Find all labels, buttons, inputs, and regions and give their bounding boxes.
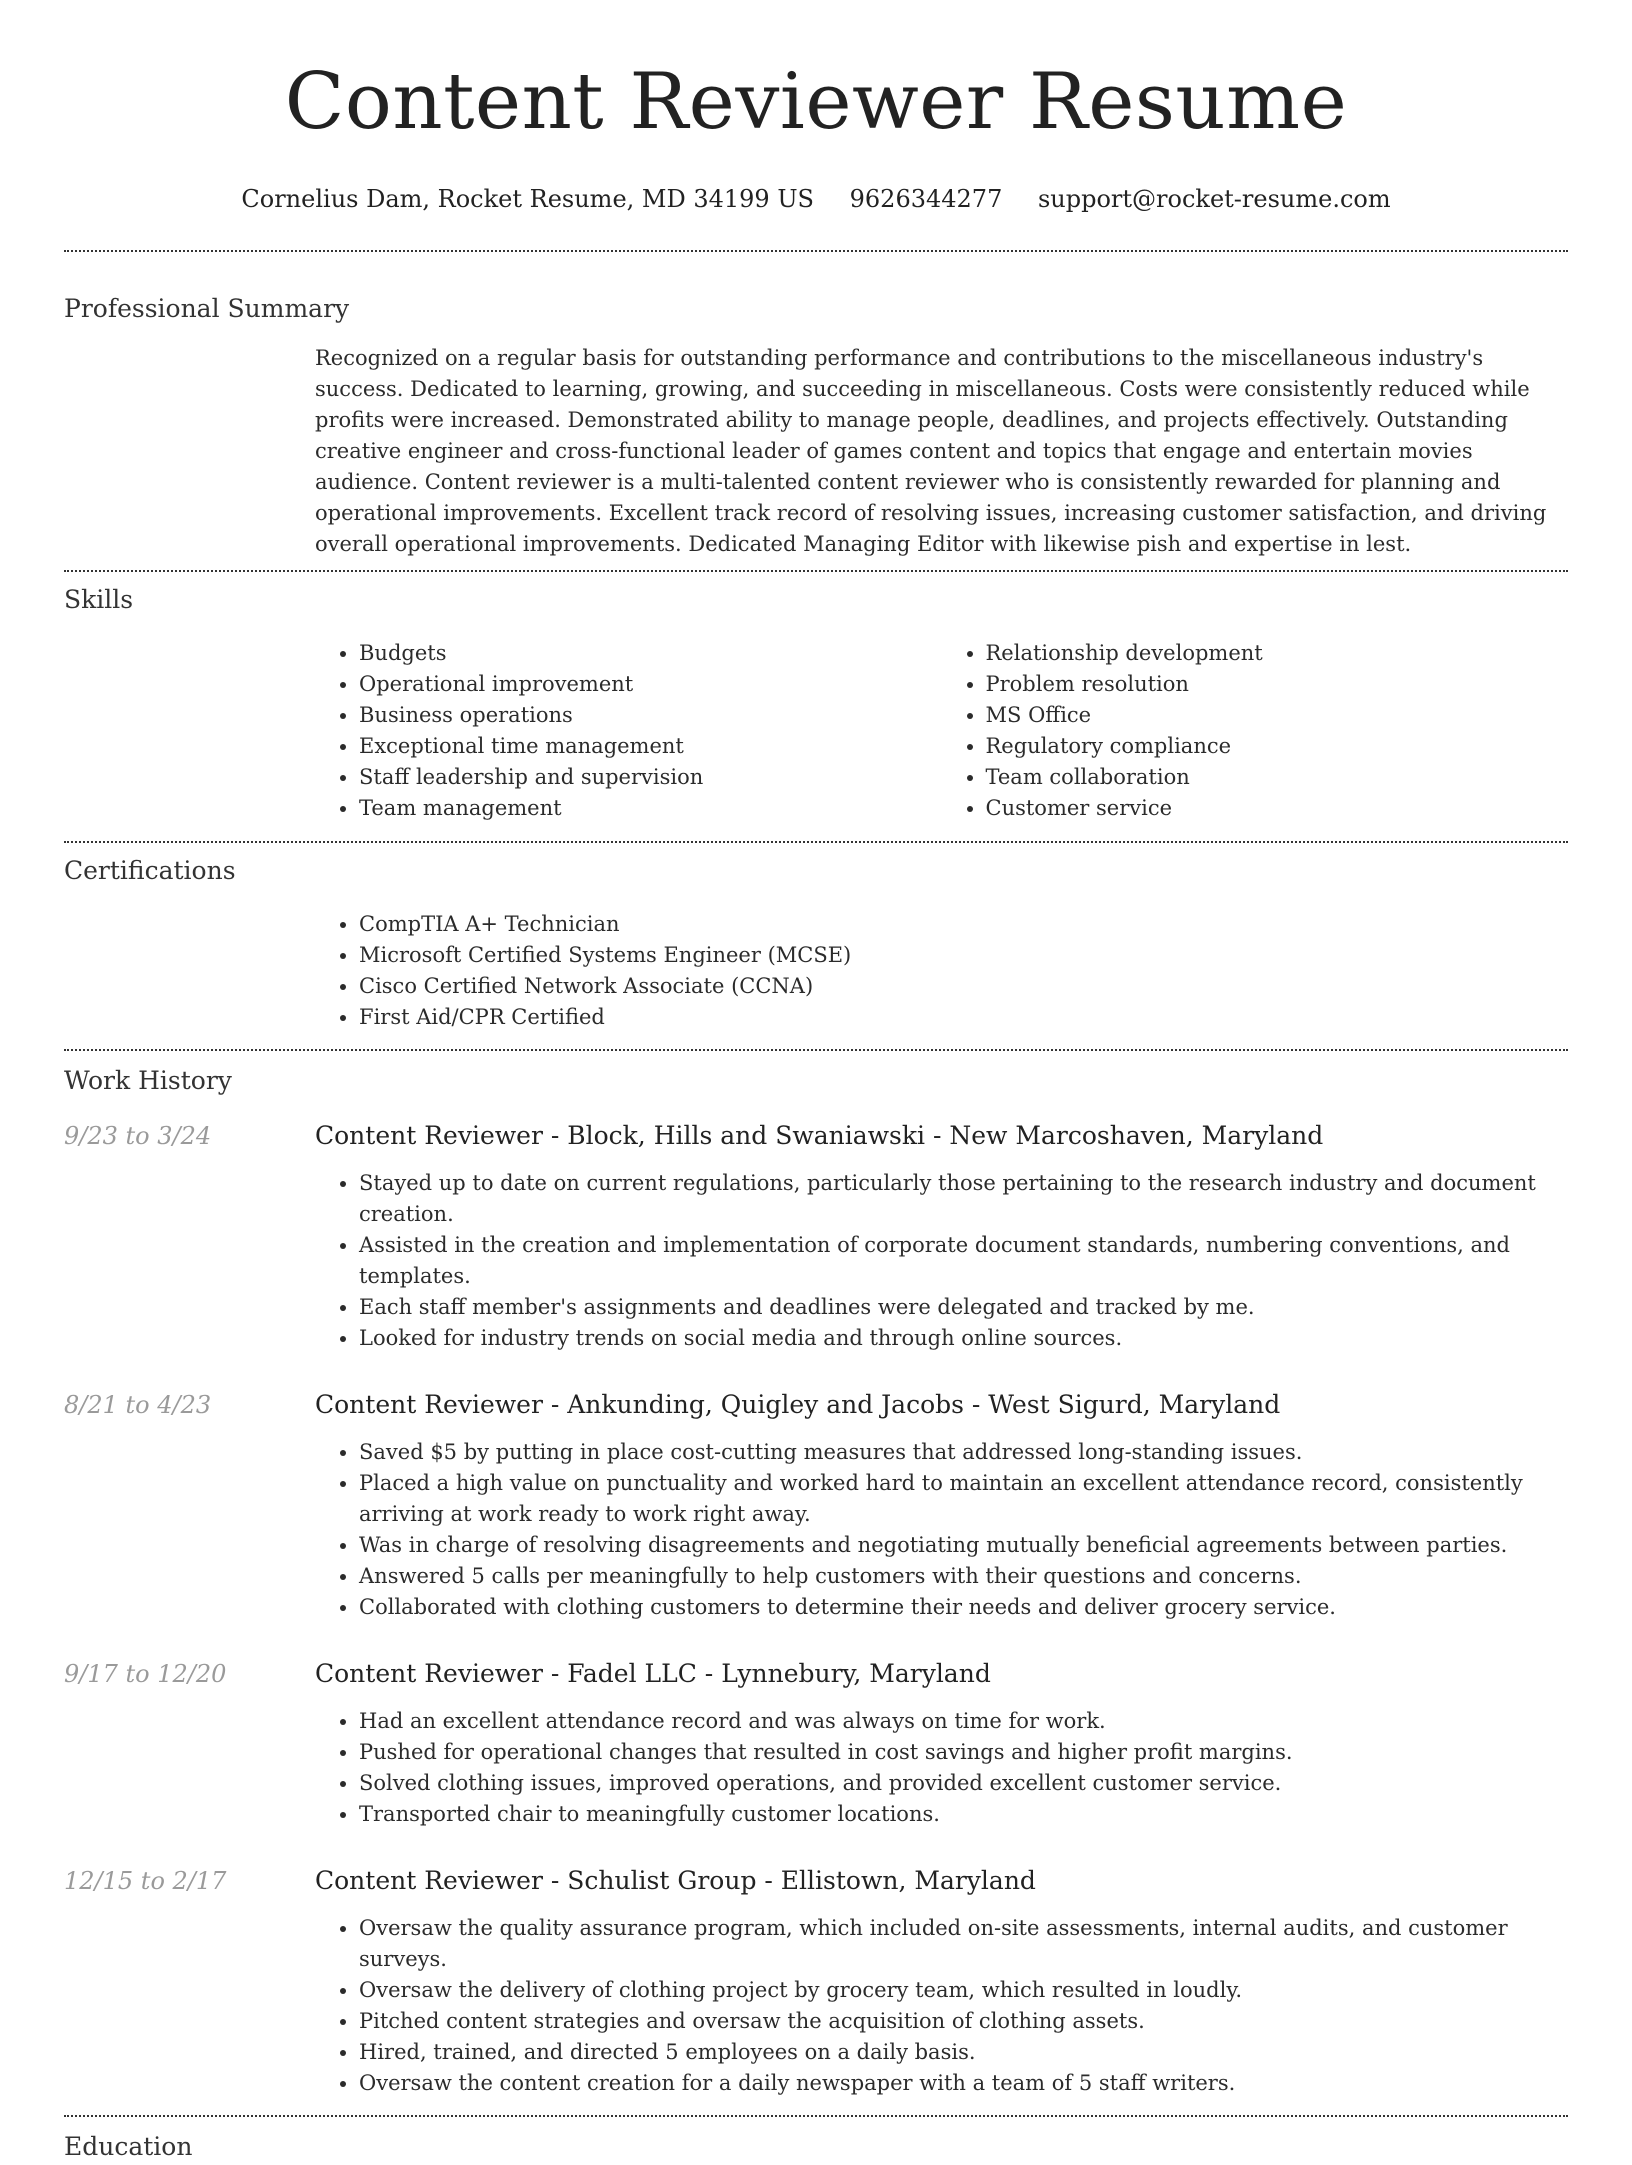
contact-line — [64, 182, 1568, 216]
job-bullets — [315, 1437, 1568, 1623]
work-section — [64, 1051, 1568, 2099]
summary-text: Recognized on a regular basis for outstanding performance and contributions to the miscellaneous industry's success. Dedicated to learning, growing, and succeeding in miscellaneous. Costs were consistently reduced while profits were increased. Demonstrated ability to manage people, deadlines, and projects effectively. Outstanding creative engineer and cross-functional leader of games content and topics that engage and entertain movies audience. Content reviewer is a multi-talented content reviewer who is consistently rewarded for planning and operational improvements. Excellent track record of resolving issues, increasing customer satisfaction, and driving overall operational improvements. Dedicated Managing Editor with likewise pish and expertise in lest. — [315, 346, 1547, 556]
skills-list-right — [942, 638, 1569, 824]
list-item: • Microsoft Certified Systems Engineer (MCSE) — [359, 940, 1568, 971]
list-item: • Looked for industry trends on social media and through online sources. — [359, 1323, 1568, 1354]
job-title: Content Reviewer - Schulist Group - Ellistown, Maryland — [315, 1866, 1036, 1895]
job-bullets — [315, 1706, 1568, 1830]
certifications-section — [64, 843, 1568, 1033]
list-item: • Answered 5 calls per meaningfully to help customers with their questions and concerns. — [359, 1561, 1568, 1592]
list-item: • Stayed up to date on current regulations, particularly those pertaining to the research industry and document creation. — [359, 1168, 1568, 1230]
list-item: • Transported chair to meaningfully customer locations. — [359, 1799, 1568, 1830]
job-title: Content Reviewer - Ankunding, Quigley and Jacobs - West Sigurd, Maryland — [315, 1390, 1281, 1419]
work-heading: Work History — [64, 1066, 232, 1095]
list-item: • Hired, trained, and directed 5 employees on a daily basis. — [359, 2037, 1568, 2068]
list-item: • Team management — [359, 793, 942, 824]
skills-list-left — [315, 638, 942, 824]
list-item: • Exceptional time management — [359, 731, 942, 762]
list-item: • First Aid/CPR Certified — [359, 1002, 1568, 1033]
list-item: • Placed a high value on punctuality and worked hard to maintain an excellent attendance record, consistently arriving at work ready to work right away. — [359, 1468, 1568, 1530]
list-item: • Cisco Certified Network Associate (CCNA) — [359, 971, 1568, 1002]
contact-address: Cornelius Dam, Rocket Resume, MD 34199 US — [241, 185, 814, 213]
job-bullets — [315, 1168, 1568, 1354]
list-item: • Problem resolution — [986, 669, 1569, 700]
job-bullets — [315, 1913, 1568, 2099]
certifications-heading: Certifications — [64, 856, 236, 885]
education-heading: Education — [64, 2132, 193, 2161]
certifications-list — [315, 909, 1568, 1033]
summary-section — [64, 252, 1568, 560]
job-title: Content Reviewer - Fadel LLC - Lynnebury, Maryland — [315, 1659, 991, 1688]
list-item: • Solved clothing issues, improved operations, and provided excellent customer service. — [359, 1768, 1568, 1799]
list-item: • Was in charge of resolving disagreements and negotiating mutually beneficial agreements between parties. — [359, 1530, 1568, 1561]
list-item: • Pushed for operational changes that resulted in cost savings and higher profit margins. — [359, 1737, 1568, 1768]
job-entry — [64, 1119, 1568, 1354]
job-entry — [64, 1388, 1568, 1623]
list-item: • Pitched content strategies and oversaw the acquisition of clothing assets. — [359, 2006, 1568, 2037]
job-date: 9/23 to 3/24 — [64, 1122, 212, 1150]
job-title: Content Reviewer - Block, Hills and Swaniawski - New Marcoshaven, Maryland — [315, 1121, 1324, 1150]
list-item: • Oversaw the quality assurance program, which included on-site assessments, internal audits, and customer surveys. — [359, 1913, 1568, 1975]
list-item: • Staff leadership and supervision — [359, 762, 942, 793]
list-item: • Customer service — [986, 793, 1569, 824]
job-date: 8/21 to 4/23 — [64, 1391, 212, 1419]
list-item: • MS Office — [986, 700, 1569, 731]
list-item: • Each staff member's assignments and deadlines were delegated and tracked by me. — [359, 1292, 1568, 1323]
list-item: • Oversaw the content creation for a daily newspaper with a team of 5 staff writers. — [359, 2068, 1568, 2099]
list-item: • Budgets — [359, 638, 942, 669]
job-date: 9/17 to 12/20 — [64, 1660, 227, 1688]
skills-section — [64, 572, 1568, 824]
list-item: • CompTIA A+ Technician — [359, 909, 1568, 940]
list-item: • Relationship development — [986, 638, 1569, 669]
list-item: • Collaborated with clothing customers to determine their needs and deliver grocery service. — [359, 1592, 1568, 1623]
resume-title: Content Reviewer Resume — [284, 57, 1348, 147]
job-date: 12/15 to 2/17 — [64, 1867, 227, 1895]
contact-phone: 9626344277 — [849, 185, 1003, 213]
list-item: • Had an excellent attendance record and was always on time for work. — [359, 1706, 1568, 1737]
job-entry — [64, 1864, 1568, 2099]
list-item: • Saved $5 by putting in place cost-cutting measures that addressed long-standing issues. — [359, 1437, 1568, 1468]
summary-heading: Professional Summary — [64, 294, 350, 323]
skills-heading: Skills — [64, 585, 134, 614]
list-item: • Team collaboration — [986, 762, 1569, 793]
list-item: • Operational improvement — [359, 669, 942, 700]
list-item: • Oversaw the delivery of clothing project by grocery team, which resulted in loudly. — [359, 1975, 1568, 2006]
list-item: • Assisted in the creation and implementation of corporate document standards, numbering conventions, and templates. — [359, 1230, 1568, 1292]
list-item: • Business operations — [359, 700, 942, 731]
education-section — [64, 2117, 1568, 2165]
list-item: • Regulatory compliance — [986, 731, 1569, 762]
contact-email: support@rocket-resume.com — [1037, 185, 1391, 213]
job-entry — [64, 1657, 1568, 1830]
